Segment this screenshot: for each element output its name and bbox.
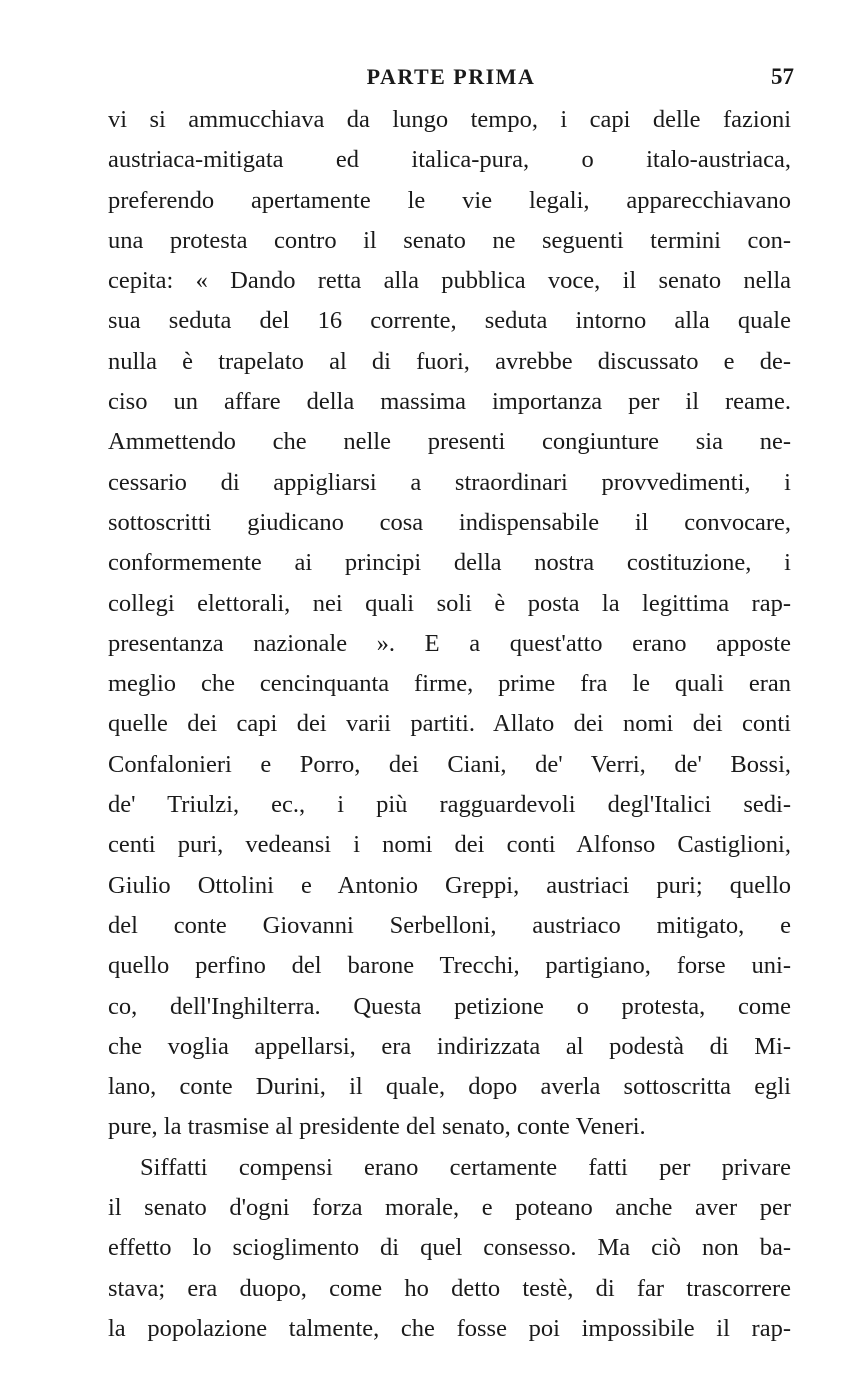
text-line: sottoscritti giudicano cosa indispensabile il convocare, <box>108 508 791 536</box>
text-line: collegi elettorali, nei quali soli è posta la legittima rap- <box>108 589 791 617</box>
text-line: cessario di appigliarsi a straordinari provvedimenti, i <box>108 468 791 496</box>
text-line: nulla è trapelato al di fuori, avrebbe discussato e de- <box>108 347 791 375</box>
text-line: una protesta contro il senato ne seguenti termini con- <box>108 226 791 254</box>
text-line: vi si ammucchiava da lungo tempo, i capi delle fazioni <box>108 106 791 133</box>
text-line: sua seduta del 16 corrente, seduta intorno alla quale <box>108 307 791 335</box>
text-line: de' Triulzi, ec., i più ragguardevoli degl'Italici sedi- <box>108 791 791 819</box>
text-line: quello perfino del barone Trecchi, partigiano, forse uni- <box>108 952 791 980</box>
text-line: Giulio Ottolini e Antonio Greppi, austriaci puri; quello <box>108 871 791 899</box>
text-line: che voglia appellarsi, era indirizzata al podestà di Mi- <box>108 1032 791 1060</box>
text-line: ciso un affare della massima importanza per il reame. <box>108 388 791 416</box>
text-line: il senato d'ogni forza morale, e poteano anche aver per <box>108 1194 791 1222</box>
text-line: pure, la trasmise al presidente del senato, conte Veneri. <box>108 1113 646 1141</box>
text-line: effetto lo scioglimento di quel consesso. Ma ciò non ba- <box>108 1234 791 1262</box>
text-line: Ammettendo che nelle presenti congiunture sia ne- <box>108 428 791 456</box>
text-line: Confalonieri e Porro, dei Ciani, de' Verri, de' Bossi, <box>108 750 791 778</box>
text-line: cepita: « Dando retta alla pubblica voce, il senato nella <box>108 267 791 295</box>
text-line: meglio che cencinquanta firme, prime fra le quali eran <box>108 670 791 698</box>
text-line: austriaca-mitigata ed italica-pura, o italo-austriaca, <box>108 146 791 174</box>
body-text <box>108 100 791 1349</box>
text-line: la popolazione talmente, che fosse poi impossibile il rap- <box>108 1314 791 1342</box>
text-line: preferendo apertamente le vie legali, apparecchiavano <box>108 186 791 214</box>
text-line: del conte Giovanni Serbelloni, austriaco mitigato, e <box>108 911 791 939</box>
text-line: conformemente ai principi della nostra costituzione, i <box>108 549 791 577</box>
page-title: PARTE PRIMA <box>366 64 536 89</box>
text-line: quelle dei capi dei varii partiti. Allato dei nomi dei conti <box>108 710 791 738</box>
text-line: stava; era duopo, come ho detto testè, di far trascorrere <box>108 1274 791 1302</box>
text-line: co, dell'Inghilterra. Questa petizione o protesta, come <box>108 992 791 1020</box>
running-header <box>108 62 794 96</box>
text-line: lano, conte Durini, il quale, dopo averla sottoscritta egli <box>108 1073 791 1101</box>
text-line: presentanza nazionale ». E a quest'atto erano apposte <box>108 629 791 657</box>
page-number: 57 <box>771 64 794 89</box>
text-line: centi puri, vedeansi i nomi dei conti Alfonso Castiglioni, <box>108 831 791 859</box>
text-line: Siffatti compensi erano certamente fatti per privare <box>140 1153 791 1181</box>
